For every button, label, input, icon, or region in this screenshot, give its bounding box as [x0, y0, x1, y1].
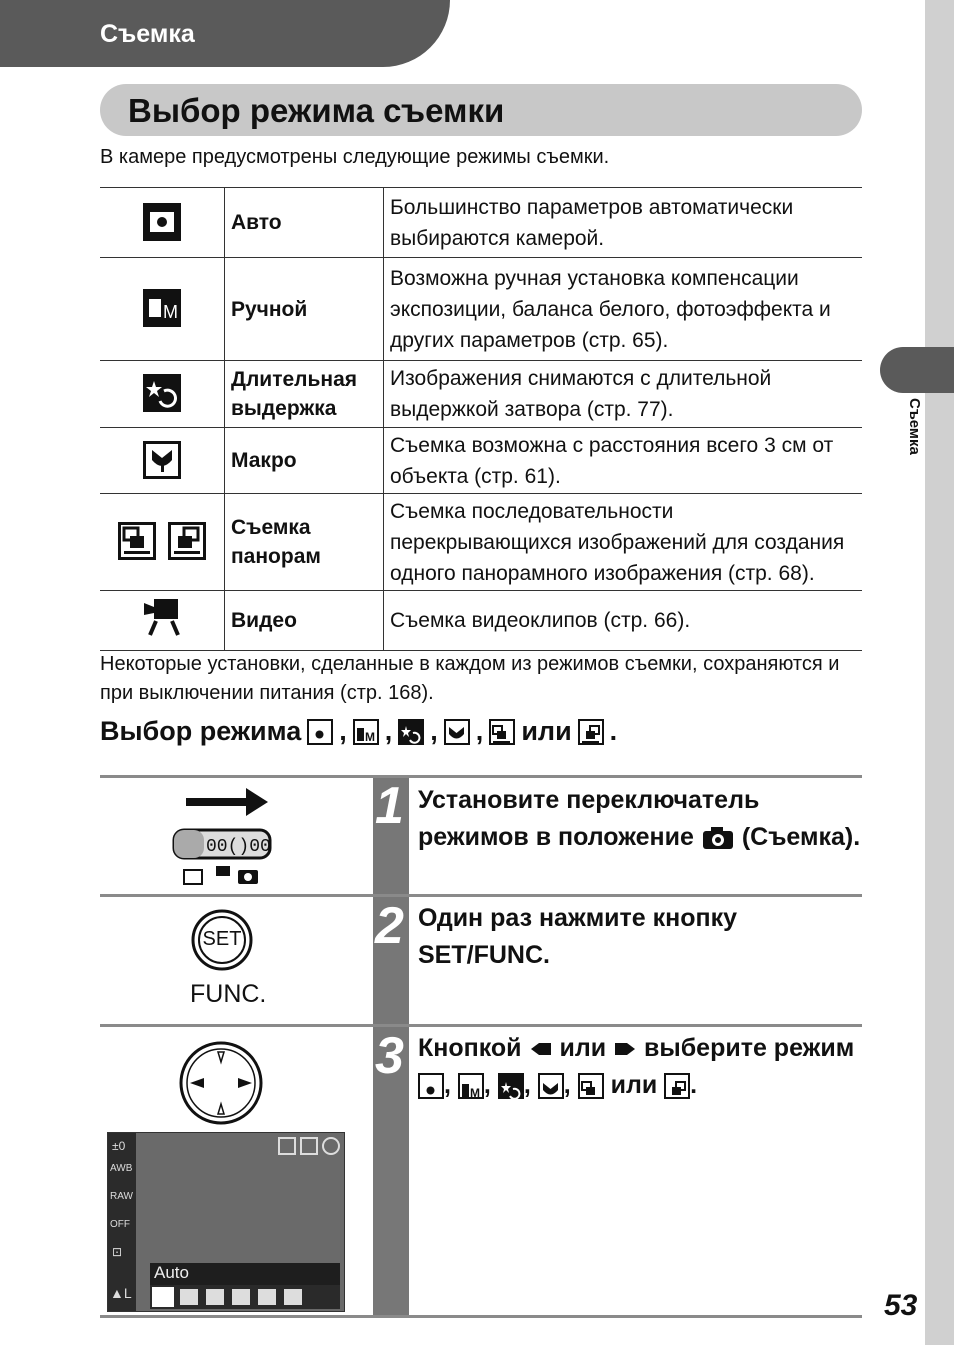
lcd-side-item: ⊡ [112, 1245, 123, 1259]
long-shutter-icon [498, 1073, 524, 1099]
step-number: 2 [375, 897, 404, 955]
mode-description: Возможна ручная установка компенсации экспозиции, баланса белого, фотоэффекта и других параметров (стр. 65). [384, 258, 863, 361]
panorama-left-icon [118, 522, 156, 560]
separator: , [444, 1071, 451, 1099]
macro-icon [444, 719, 470, 745]
header-tab [0, 0, 450, 67]
page-title: Выбор режима съемки [128, 92, 505, 129]
separator: , [483, 1071, 491, 1099]
camera-auto-icon [307, 719, 333, 745]
step-number: 3 [375, 1027, 404, 1085]
macro-icon [538, 1073, 564, 1099]
table-row [100, 591, 862, 651]
step-divider [100, 1024, 862, 1027]
table-row [100, 361, 862, 428]
right-margin-bar [925, 0, 954, 1345]
mode-name: Ручной [225, 258, 384, 361]
lcd-top-icons [278, 1137, 340, 1155]
panorama-right-icon [168, 522, 206, 560]
camera-lcd-screen [107, 1132, 345, 1312]
separator: , [384, 716, 393, 746]
mode-name: Макро [225, 428, 384, 494]
mode-icon-cell [100, 258, 225, 361]
long-shutter-icon [143, 374, 181, 412]
mode-description: Съемка последовательности перекрывающихся изображений для создания одного панорамного изображения (стр. 68). [384, 494, 863, 591]
page-number: 53 [884, 1289, 918, 1322]
mode-icon-cell [100, 494, 225, 591]
mode-icon-cell [100, 188, 225, 258]
separator: , [339, 716, 347, 746]
camera-icon [701, 825, 735, 851]
lcd-mode-label: Auto [150, 1263, 340, 1285]
table-row [100, 258, 862, 361]
step-3-text-b: или [559, 1034, 607, 1062]
table-row [100, 188, 862, 258]
mode-icon-cell [100, 361, 225, 428]
separator: , [523, 1071, 531, 1099]
step-1-instruction: Установите переключатель режимов в положение [418, 786, 760, 851]
mode-name: Длительная выдержка [225, 361, 384, 428]
panorama-left-icon [489, 719, 515, 745]
panorama-left-icon [578, 1073, 604, 1099]
heading-end: . [609, 716, 618, 746]
bottom-divider [100, 1315, 862, 1318]
mode-description: Съемка возможна с расстояния всего 3 см от объекта (стр. 61). [384, 428, 863, 494]
lcd-left-panel [108, 1133, 136, 1311]
svg-text:M: M [469, 1086, 480, 1101]
lcd-side-item: ±0 [112, 1139, 126, 1153]
panorama-right-icon [664, 1073, 690, 1099]
section-heading-prefix: Выбор режима [100, 716, 302, 746]
step-3-end: . [690, 1071, 698, 1099]
mode-description: Изображения снимаются с длительной выдержкой затвора (стр. 77). [384, 361, 863, 428]
separator: , [563, 1071, 571, 1099]
lcd-frame-icon [300, 1137, 318, 1155]
settings-note: Некоторые установки, сделанные в каждом из режимов съемки, сохраняются и при выключении питания (стр. 168). [100, 653, 840, 704]
func-label: FUNC. [190, 980, 267, 1008]
lcd-mode-row [150, 1285, 340, 1309]
lcd-side-item: ▲L [110, 1285, 132, 1301]
mode-name: Видео [225, 591, 384, 651]
movie-icon [142, 597, 182, 639]
step-1-instruction-end: (Съемка). [741, 823, 861, 851]
panorama-right-icon [578, 719, 604, 745]
side-tab-label: Съемка [906, 398, 923, 455]
side-tab [880, 347, 954, 393]
step-1-text [418, 782, 862, 856]
arrow-right-icon [613, 1042, 637, 1056]
lcd-panorama-right-icon [284, 1289, 302, 1305]
lcd-auto-icon [154, 1289, 172, 1305]
mode-icon-cell [100, 591, 225, 651]
mode-switch-illustration [170, 784, 280, 888]
macro-icon [143, 441, 181, 479]
lcd-metering-icon [322, 1137, 340, 1155]
svg-text:M: M [364, 729, 375, 744]
table-row [100, 428, 862, 494]
step-3-text-a: Кнопкой [418, 1034, 522, 1062]
arrow-left-icon [529, 1042, 553, 1056]
lcd-drive-icon [278, 1137, 296, 1155]
title-bar [100, 84, 862, 136]
camera-auto-icon [143, 203, 181, 241]
mode-icon-cell [100, 428, 225, 494]
camera-manual-icon [143, 289, 181, 327]
lcd-long-shutter-icon [206, 1289, 224, 1305]
directional-pad-icon [178, 1040, 264, 1126]
camera-auto-icon [418, 1073, 444, 1099]
set-button-label: SET [202, 928, 242, 950]
modes-table [100, 187, 862, 651]
step-number: 1 [375, 777, 404, 835]
separator: , [430, 716, 438, 746]
camera-manual-icon [458, 1073, 484, 1099]
mode-name: Авто [225, 188, 384, 258]
mode-description: Большинство параметров автоматически выбираются камерой. [384, 188, 863, 258]
table-row [100, 494, 862, 591]
mode-description: Съемка видеоклипов (стр. 66). [384, 591, 863, 651]
step-2-text: Один раз нажмите кнопку SET/FUNC. [418, 904, 738, 969]
lcd-side-item: OFF [110, 1219, 130, 1230]
camera-manual-icon [353, 719, 379, 745]
step-divider [100, 775, 862, 778]
step-3-text [418, 1030, 862, 1104]
lcd-side-item: AWB [110, 1163, 133, 1174]
section-heading [100, 716, 617, 747]
svg-text:M: M [163, 302, 178, 322]
header-section-label: Съемка [100, 20, 195, 48]
mode-name: Съемка панорам [225, 494, 384, 591]
lcd-macro-icon [232, 1289, 250, 1305]
or-text: или [610, 1071, 658, 1099]
step-3-text-c: выберите режим [644, 1034, 855, 1062]
lcd-side-item: RAW [110, 1191, 133, 1202]
lcd-manual-icon [180, 1289, 198, 1305]
or-text: или [521, 716, 572, 746]
lcd-panorama-left-icon [258, 1289, 276, 1305]
step-divider [100, 894, 862, 897]
long-shutter-icon [398, 719, 424, 745]
separator: , [475, 716, 484, 746]
intro-text: В камере предусмотрены следующие режимы съемки. [100, 146, 610, 168]
svg-text:00()00: 00()00 [206, 837, 271, 857]
